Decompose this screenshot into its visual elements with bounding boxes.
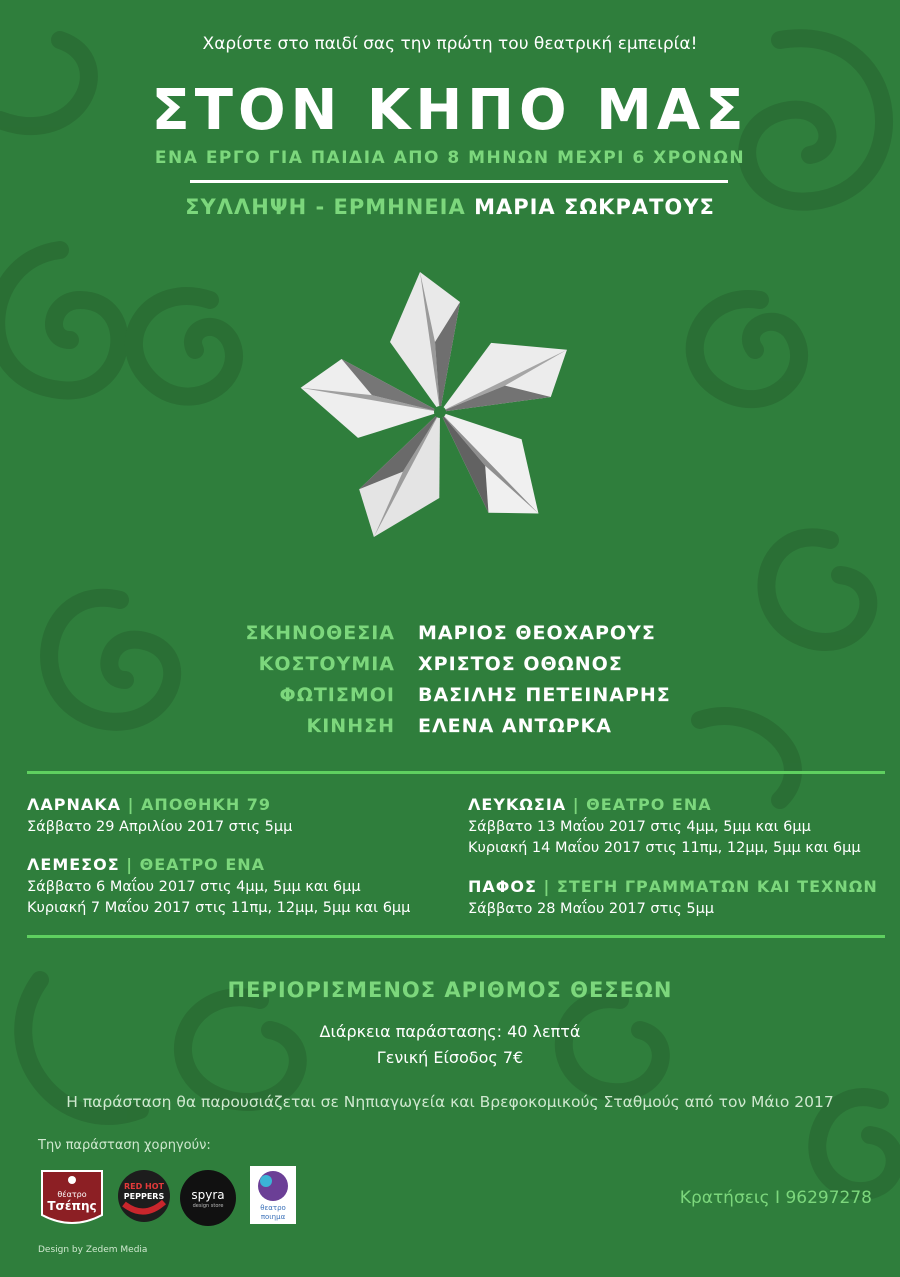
subtitle: ΕΝΑ ΕΡΓΟ ΓΙΑ ΠΑΙΔΙΑ ΑΠΟ 8 ΜΗΝΩΝ ΜΕΧΡΙ 6 ΧΡΟΝΩΝ	[154, 148, 746, 168]
booking-info: Κρατήσεις Ι 96297278	[679, 1188, 872, 1208]
credit-role: ΣΚΗΝΟΘΕΣΙΑ	[245, 622, 395, 644]
venue-block-lefkosia	[468, 795, 893, 859]
credit-role: ΦΩΤΙΣΜΟΙ	[279, 684, 395, 706]
venue-heading: ΠΑΦΟΣ | ΣΤΕΓΗ ΓΡΑΜΜΑΤΩΝ ΚΑΙ ΤΕΧΝΩΝ	[468, 877, 878, 896]
venue-date: Σάββατο 6 Μαΐου 2017 στις 4μμ, 5μμ και 6μμ	[27, 879, 361, 895]
tagline: Χαρίστε στο παιδί σας την πρώτη του θεατρική εμπειρία!	[202, 34, 698, 54]
credit-row	[0, 715, 900, 745]
theatro-tsepis-logo: θέατρο Τσέπης	[38, 1163, 106, 1231]
credit-row	[0, 622, 900, 652]
limited-seats: ΠΕΡΙΟΡΙΣΜΕΝΟΣ ΑΡΙΘΜΟΣ ΘΕΣΕΩΝ	[227, 978, 673, 1002]
credit-name: ΧΡΙΣΤΟΣ ΟΘΩΝΟΣ	[418, 653, 623, 675]
venues-top-divider	[27, 771, 885, 774]
credit-row	[0, 684, 900, 714]
venues-bottom-divider	[27, 935, 885, 938]
venue-heading: ΛΑΡΝΑΚΑ | ΑΠΟΘΗΚΗ 79	[27, 795, 272, 814]
venue-date: Σάββατο 28 Μαΐου 2017 στις 5μμ	[468, 901, 715, 917]
duration: Διάρκεια παράστασης: 40 λεπτά	[319, 1022, 581, 1041]
venue-heading: ΛΕΥΚΩΣΙΑ | ΘΕΑΤΡΟ ΕΝΑ	[468, 795, 712, 814]
theatro-poiima-logo: θεατρο ποιημα	[250, 1166, 296, 1224]
venue-date: Κυριακή 14 Μαΐου 2017 στις 11πμ, 12μμ, 5μμ και 6μμ	[468, 840, 861, 856]
origami-flower-illustration	[280, 260, 640, 580]
schools-note: Η παράσταση θα παρουσιάζεται σε Νηπιαγωγεία και Βρεφοκομικούς Σταθμούς από τον Μάιο 2017	[66, 1093, 834, 1111]
concept-name: ΜΑΡΙΑ ΣΩΚΡΑΤΟΥΣ	[474, 195, 715, 219]
credit-role: ΚΙΝΗΣΗ	[306, 715, 395, 737]
venue-city: ΛΕΜΕΣΟΣ	[27, 855, 120, 874]
venue-heading: ΛΕΜΕΣΟΣ | ΘΕΑΤΡΟ ΕΝΑ	[27, 855, 266, 874]
venue-date: Σάββατο 13 Μαΐου 2017 στις 4μμ, 5μμ και 6μμ	[468, 819, 811, 835]
credit-row	[0, 653, 900, 683]
venue-place: ΘΕΑΤΡΟ ΕΝΑ	[139, 855, 266, 874]
credit-name: ΕΛΕΝΑ ΑΝΤΩΡΚΑ	[418, 715, 612, 737]
venue-place: ΘΕΑΤΡΟ ΕΝΑ	[586, 795, 712, 814]
admission: Γενική Είσοδος 7€	[376, 1048, 524, 1067]
venue-place: ΣΤΕΓΗ ΓΡΑΜΜΑΤΩΝ ΚΑΙ ΤΕΧΝΩΝ	[556, 877, 878, 896]
venue-block-lemesos	[27, 855, 467, 919]
venue-block-pafos	[468, 877, 893, 920]
credit-role: ΚΟΣΤΟΥΜΙΑ	[258, 653, 395, 675]
venue-city: ΛΕΥΚΩΣΙΑ	[468, 795, 567, 814]
venue-date: Σάββατο 29 Απριλίου 2017 στις 5μμ	[27, 819, 293, 835]
credit-name: ΜΑΡΙΟΣ ΘΕΟΧΑΡΟΥΣ	[418, 622, 656, 644]
venue-block-larnaka	[27, 795, 457, 838]
credit-name: ΒΑΣΙΛΗΣ ΠΕΤΕΙΝΑΡΗΣ	[418, 684, 671, 706]
title-divider	[190, 180, 728, 183]
spyra-logo: spyra design store	[180, 1170, 236, 1226]
venue-place: ΑΠΟΘΗΚΗ 79	[141, 795, 272, 814]
design-credit: Design by Zedem Media	[38, 1245, 148, 1255]
venue-city: ΛΑΡΝΑΚΑ	[27, 795, 122, 814]
sponsors-label: Την παράσταση χορηγούν:	[38, 1138, 211, 1153]
concept-line	[0, 195, 900, 219]
concept-label: ΣΥΛΛΗΨΗ - ΕΡΜΗΝΕΙΑ	[185, 195, 466, 219]
red-hot-peppers-logo: RED HOT PEPPERS	[116, 1168, 172, 1224]
venue-city: ΠΑΦΟΣ	[468, 877, 537, 896]
page-title: ΣΤΟΝ ΚΗΠΟ ΜΑΣ	[151, 78, 749, 143]
venue-date: Κυριακή 7 Μαΐου 2017 στις 11πμ, 12μμ, 5μμ και 6μμ	[27, 900, 411, 916]
